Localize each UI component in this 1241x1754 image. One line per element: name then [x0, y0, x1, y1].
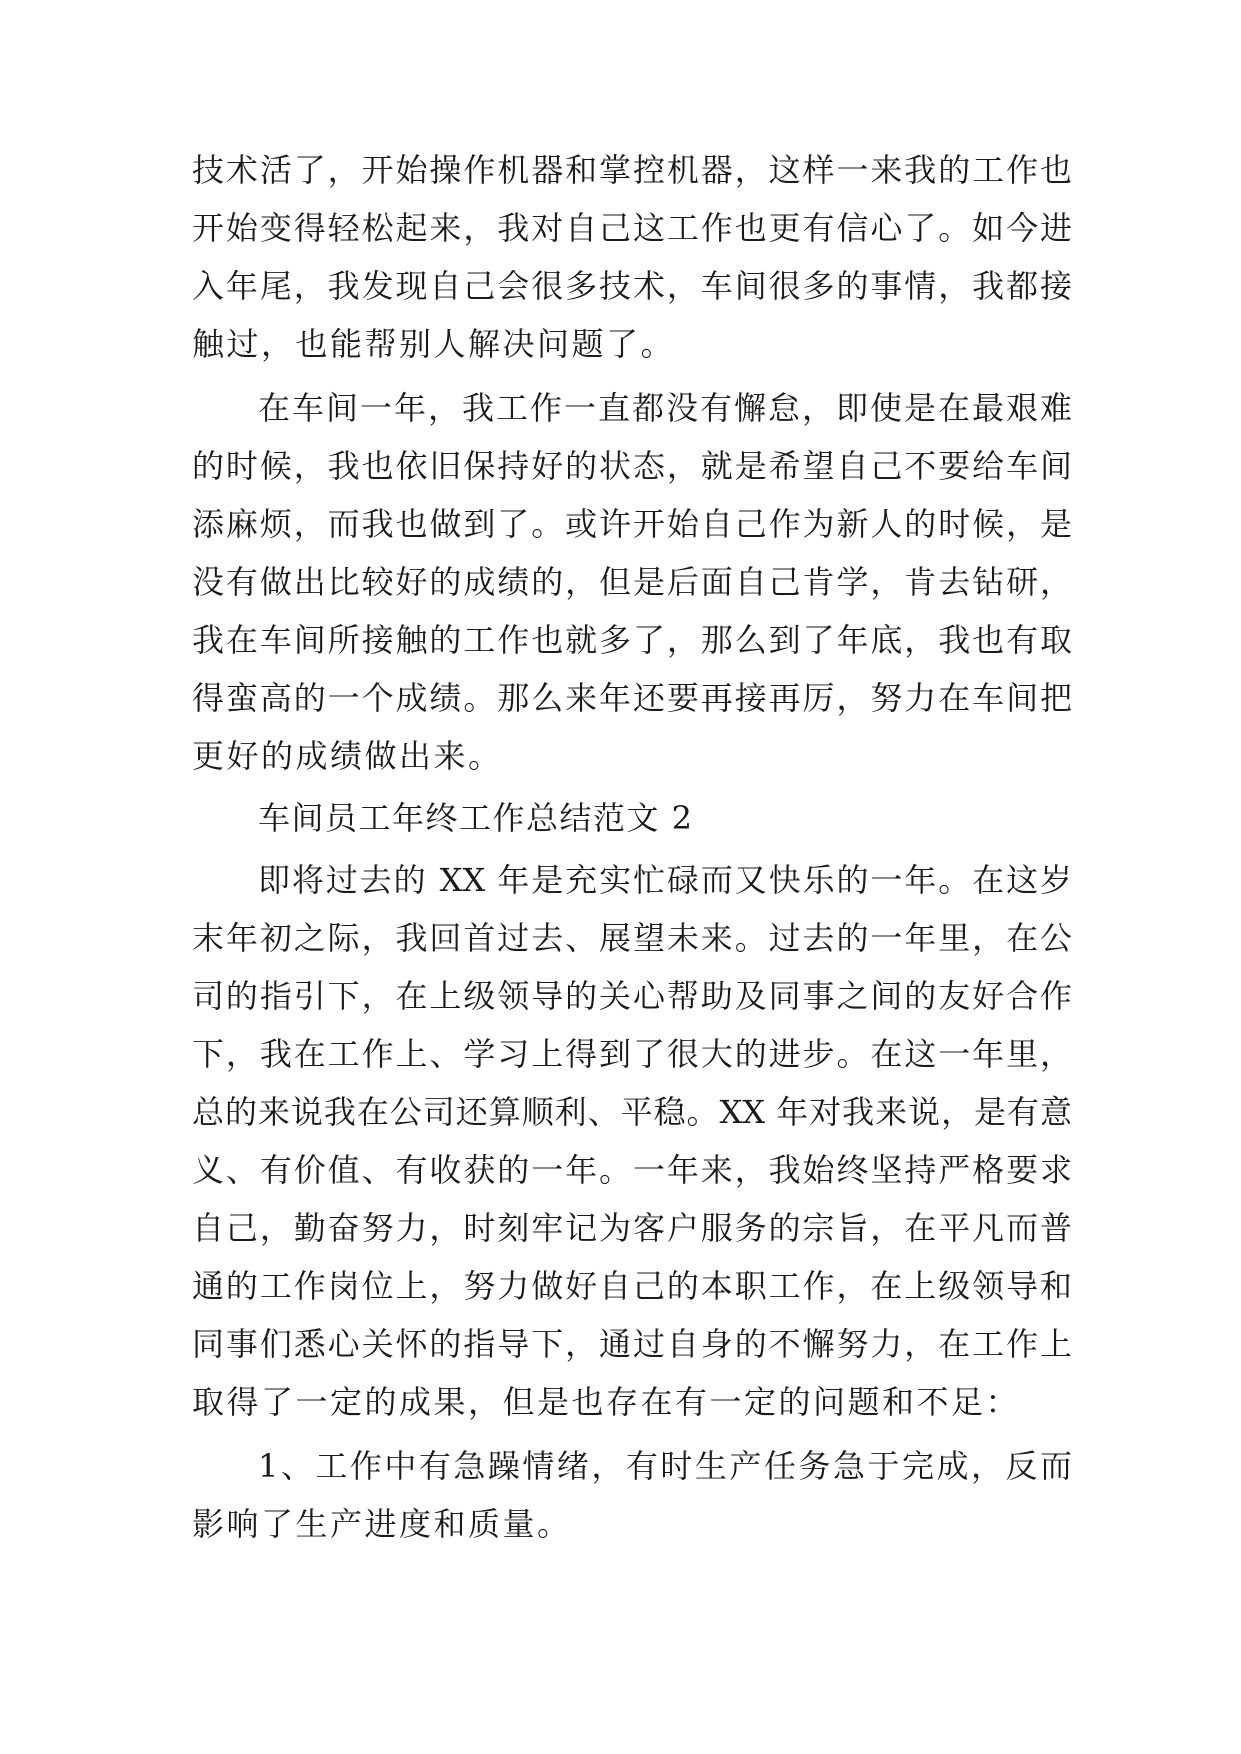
text-line: 技术活了，开始操作机器和掌控机器，这样一来我的工作也	[192, 151, 1072, 189]
text-line: 我在车间所接触的工作也就多了，那么到了年底，我也有取	[192, 621, 1072, 659]
list-item-line: 影响了生产进度和质量。	[192, 1505, 572, 1543]
text-line: 通的工作岗位上，努力做好自己的本职工作，在上级领导和	[192, 1267, 1072, 1305]
text-line: 触过，也能帮别人解决问题了。	[192, 325, 676, 363]
paragraph-first-line: 在车间一年，我工作一直都没有懈怠，即使是在最艰难	[258, 389, 1072, 427]
text-line: 得蛮高的一个成绩。那么来年还要再接再厉，努力在车间把	[192, 679, 1072, 717]
text-line: 同事们悉心关怀的指导下，通过自身的不懈努力，在工作上	[192, 1325, 1072, 1363]
text-line: 添麻烦，而我也做到了。或许开始自己作为新人的时候，是	[192, 505, 1072, 543]
text-line: 更好的成绩做出来。	[192, 737, 503, 775]
text-line: 自己，勤奋努力，时刻牢记为客户服务的宗旨，在平凡而普	[192, 1209, 1072, 1247]
text-line: 总的来说我在公司还算顺利、平稳。XX 年对我来说，是有意	[192, 1093, 1072, 1131]
text-line: 取得了一定的成果，但是也存在有一定的问题和不足：	[192, 1383, 1021, 1421]
text-line: 义、有价值、有收获的一年。一年来，我始终坚持严格要求	[192, 1151, 1072, 1189]
text-line: 入年尾，我发现自己会很多技术，车间很多的事情，我都接	[192, 267, 1072, 305]
text-line: 下，我在工作上、学习上得到了很大的进步。在这一年里，	[192, 1035, 1072, 1073]
text-line: 没有做出比较好的成绩的，但是后面自己肯学，肯去钻研，	[192, 563, 1072, 601]
text-line: 末年初之际，我回首过去、展望未来。过去的一年里，在公	[192, 919, 1072, 957]
text-line: 司的指引下，在上级领导的关心帮助及同事之间的友好合作	[192, 977, 1072, 1015]
section-heading: 车间员工年终工作总结范文 2	[258, 799, 694, 837]
paragraph-first-line: 即将过去的 XX 年是充实忙碌而又快乐的一年。在这岁	[258, 861, 1072, 899]
list-item-first-line: 1、工作中有急躁情绪，有时生产任务急于完成，反而	[258, 1447, 1072, 1485]
text-line: 的时候，我也依旧保持好的状态，就是希望自己不要给车间	[192, 447, 1072, 485]
text-line: 开始变得轻松起来，我对自己这工作也更有信心了。如今进	[192, 209, 1072, 247]
